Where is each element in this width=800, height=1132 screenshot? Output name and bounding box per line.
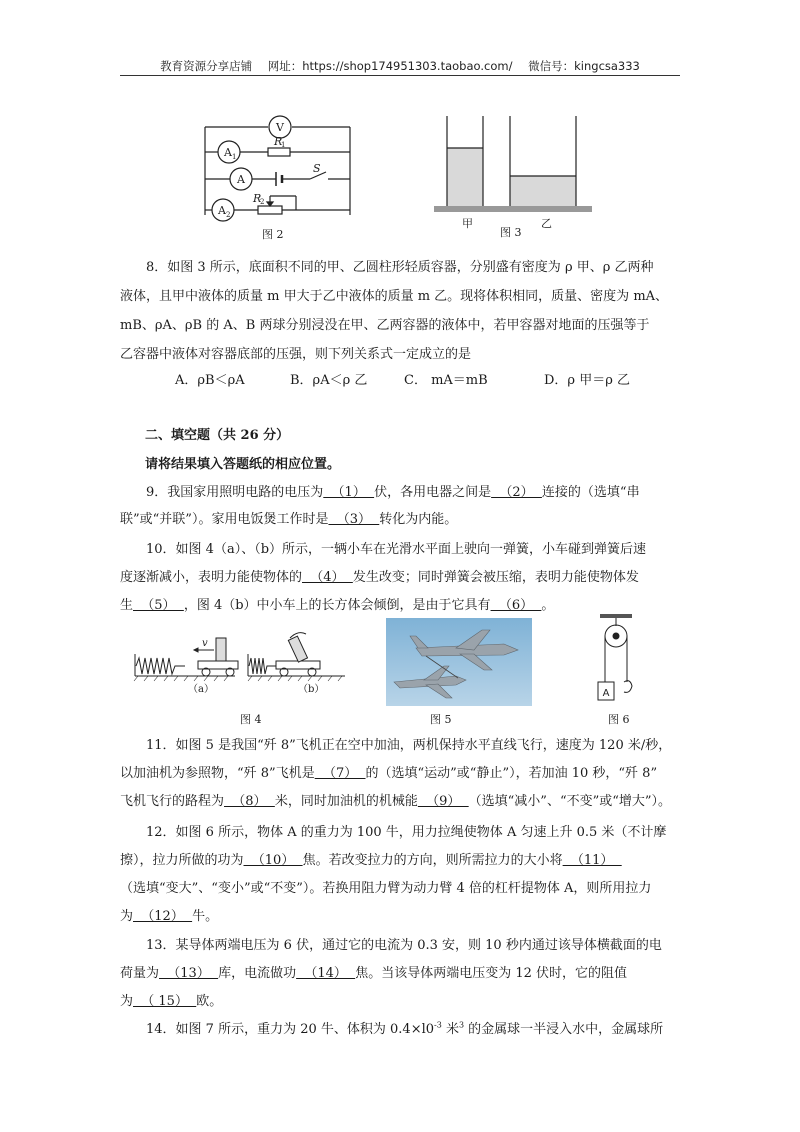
resistor-r1-icon [268,148,290,156]
fig3-caption: 图 3 [500,226,522,239]
svg-text:2: 2 [226,211,231,219]
container-yi-label: 乙 [541,217,552,230]
q14-line-1: 14．如图 7 所示，重力为 20 牛、体积为 $0.4\times l0^{-3}$ 米$^3$ 的金属球一半浸入水中，金属球所 [146,1020,664,1037]
svg-text:R: R [253,192,262,205]
q10-line-1: 10．如图 4（a）、（b）所示，一辆小车在光滑水平面上驶向一弹簧，小车碰到弹簧后速 [146,542,647,557]
svg-text:R: R [274,135,283,148]
cart-a-icon [198,661,238,669]
q12-line-2: 擦），拉力所做的功为 （10） 焦。若改变拉力的方向，则所需拉力的大小将 （11） [120,853,622,868]
q8-option-c: C． mA＝mB [404,373,488,388]
q8-option-a: A．ρB＜ρA [175,373,245,388]
section-title: 二、填空题（共 26 分） [145,428,290,443]
container-jia-label: 甲 [462,217,473,230]
svg-text:A: A [237,173,245,186]
rheostat-r2-icon [258,206,282,214]
svg-text:2: 2 [260,198,265,206]
blank-7[interactable]: （7） [314,766,366,781]
q8-line-3: mB、ρA、ρB 的 A、B 两球分别浸没在甲、乙两容器的液体中，若甲容器对地面的压强等于 [120,318,650,333]
q12-line-3: （选填“变大”、“变小”或“不变”）。若换用阻力臂为动力臂 4 倍的杠杆提物体 A，则所用拉力 [120,881,652,896]
q11-line-2: 以加油机为参照物，“歼 8”飞机是 （7） 的（选填“运动”或“静止”），若加油 10 秒，“歼 8” [120,766,658,781]
aerial-refueling-photo [386,618,532,706]
fig6-caption: 图 6 [608,713,630,726]
svg-text:1: 1 [232,153,237,161]
svg-text:A: A [218,204,226,217]
hand-icon [624,681,632,693]
q10-line-3: 生 （5） ，图 4（b）中小车上的长方体会倾倒，是由于它具有 （6） 。 [120,598,555,613]
blank-2[interactable]: （2） [491,485,542,500]
blank-8[interactable]: （8） [224,794,275,809]
blank-9[interactable]: （9） [417,794,469,809]
containers-figure-3 [432,114,594,218]
blank-10[interactable]: （10） [243,853,303,868]
page-header [0,58,800,74]
blank-14[interactable]: （14） [296,966,356,981]
q11-line-1: 11．如图 5 是我国“歼 8”飞机正在空中加油，两机保持水平直线飞行，速度为 120 米/秒， [146,738,672,753]
section-note: 请将结果填入答题纸的相应位置。 [145,457,341,472]
svg-text:V: V [276,121,284,134]
fig5-caption: 图 5 [430,713,452,726]
fig4-caption: 图 4 [240,713,262,726]
blank-15[interactable]: （ 15） [133,994,197,1009]
pulley-figure-6 [586,612,646,708]
wechat-id: 微信号：kingcsa333 [528,59,640,73]
q8-line-1: 8．如图 3 所示，底面积不同的甲、乙圆柱形轻质容器，分别盛有密度为 ρ 甲、ρ 乙两种 [146,260,654,275]
circuit-figure-2 [200,112,360,230]
q13-line-1: 13．某导体两端电压为 6 伏，通过它的电流为 0.3 安，则 10 秒内通过该导体横截面的电 [146,938,662,953]
blank-1[interactable]: （1） [323,485,375,500]
blank-3[interactable]: （3） [328,512,380,527]
svg-text:S: S [313,162,321,175]
fig2-caption: 图 2 [262,228,284,241]
blank-6[interactable]: （6） [490,598,542,613]
svg-text:A: A [224,146,232,159]
q9-line-2: 联”或“并联”）。家用电饭煲工作时是 （3） 转化为内能。 [120,512,458,527]
q13-line-3: 为 （ 15） 欧。 [120,994,223,1009]
svg-text:1: 1 [281,141,286,149]
q10-line-2: 度逐渐减小，表明力能使物体的 （4） 发生改变；同时弹簧会被压缩，表明力能使物体发 [120,570,639,585]
blank-4[interactable]: （4） [302,570,353,585]
svg-text:（b）: （b） [298,684,325,695]
spring-icon [136,658,185,674]
q12-line-4: 为 （12） 牛。 [120,909,219,924]
blank-13[interactable]: （13） [159,966,219,981]
header-rule [120,75,680,76]
q9-line-1: 9．我国家用照明电路的电压为 （1） 伏，各用电器之间是 （2） 连接的（选填“串 [146,485,640,500]
blank-11[interactable]: （11） [562,853,622,868]
svg-text:A: A [602,688,610,699]
q8-line-4: 乙容器中液体对容器底部的压强，则下列关系式一定成立的是 [120,347,472,362]
q8-line-2: 液体，且甲中液体的质量 m 甲大于乙中液体的质量 m 乙。现将体积相同，质量、密度为 mA、 [120,289,669,304]
q11-line-3: 飞机飞行的路程为 （8） 米，同时加油机的机械能 （9） （选填“减小”、“不变”或“增大”）。 [120,794,672,809]
blank-12[interactable]: （12） [133,909,193,924]
svg-text:（a）: （a） [188,684,214,695]
q13-line-2: 荷量为 （13） 库，电流做功 （14） 焦。当该导体两端电压变为 12 伏时，它的阻值 [120,966,627,981]
q8-option-d: D．ρ 甲＝ρ 乙 [544,373,630,388]
blank-5[interactable]: （5） [133,598,184,613]
svg-text:v: v [202,638,208,649]
q12-line-1: 12．如图 6 所示，物体 A 的重力为 100 牛，用力拉绳使物体 A 匀速上升 0.5 米（不计摩 [146,825,667,840]
q8-option-b: B．ρA＜ρ 乙 [290,373,368,388]
shop-name: 教育资源分享店铺 [160,59,253,73]
shop-url: 网址：https://shop174951303.taobao.com/ [267,59,513,73]
cart-spring-figure-4 [130,626,350,696]
